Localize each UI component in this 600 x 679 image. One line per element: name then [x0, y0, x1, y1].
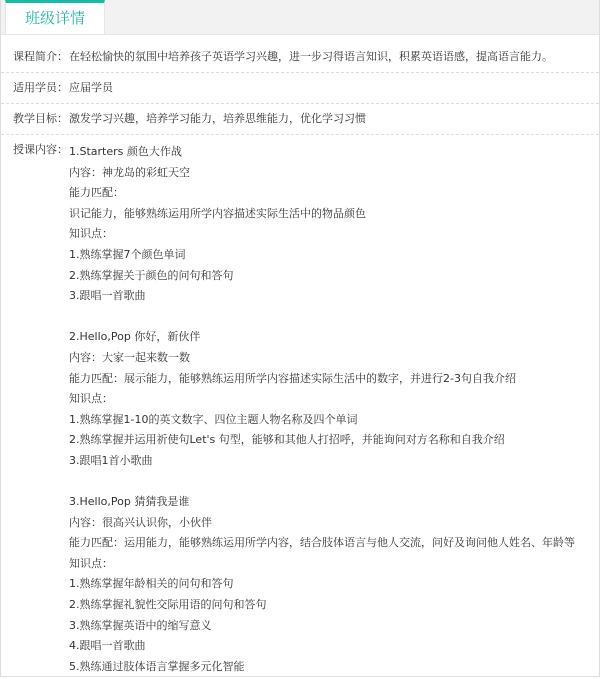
teaching-goal-row — [1, 111, 599, 127]
content-line: 3.Hello,Pop 猜猜我是谁 — [69, 495, 190, 509]
course-intro-row — [1, 49, 599, 65]
audience-label: 适用学员： — [13, 81, 68, 94]
course-content-label: 授课内容： — [13, 143, 68, 156]
content-line: 3.跟唱1首小歌曲 — [69, 453, 153, 467]
teaching-goal-label: 教学目标： — [13, 112, 68, 125]
content-line: 2.熟练掌握并运用祈使句Let's 句型，能够和其他人打招呼，并能询问对方名称和自我介绍 — [69, 433, 505, 447]
content-line: 1.熟练掌握1-10的英文数字、四位主题人物名称及四个单词 — [69, 412, 358, 426]
blank-line — [69, 472, 599, 493]
divider — [1, 103, 599, 104]
content-line: 3.跟唱一首歌曲 — [69, 289, 146, 303]
course-intro-label: 课程简介： — [13, 50, 68, 63]
blank-line — [69, 307, 599, 328]
tab-class-details[interactable]: 班级详情 — [5, 0, 105, 34]
content-line: 能力匹配：运用能力，能够熟练运用所学内容，结合肢体语言与他人交流，问好及询问他人姓名、年龄等 — [69, 536, 575, 550]
content-line: 内容：神龙岛的彩虹天空 — [69, 165, 190, 179]
content-line: 知识点： — [69, 556, 113, 570]
content-line: 知识点： — [69, 392, 113, 406]
content-line: 能力匹配：展示能力，能够熟练运用所学内容描述实际生活中的数字，并进行2-3句自我介绍 — [69, 371, 516, 385]
content-line: 识记能力，能够熟练运用所学内容描述实际生活中的物品颜色 — [69, 206, 366, 220]
content-line: 5.熟练通过肢体语言掌握多元化智能 — [69, 659, 245, 673]
content-line: 能力匹配： — [69, 186, 124, 200]
content-line: 内容：大家一起来数一数 — [69, 350, 190, 364]
divider — [1, 134, 599, 135]
content-line: 2.熟练掌握关于颜色的问句和答句 — [69, 268, 234, 282]
content-line: 1.Starters 颜色大作战 — [69, 145, 182, 158]
divider — [1, 676, 599, 677]
course-content-lines — [69, 142, 599, 677]
content-line: 4.跟唱一首歌曲 — [69, 639, 146, 653]
content-line: 内容：很高兴认识你，小伙伴 — [69, 515, 212, 529]
content-line: 2.Hello,Pop 你好，新伙伴 — [69, 330, 201, 344]
course-intro-value: 在轻松愉快的氛围中培养孩子英语学习兴趣，进一步习得语言知识，积累英语语感，提高语言能力。 — [69, 50, 553, 63]
content-line: 2.熟练掌握礼貌性交际用语的问句和答句 — [69, 598, 267, 612]
tab-bar — [1, 0, 599, 35]
content-line: 1.熟练掌握年龄相关的问句和答句 — [69, 577, 234, 591]
content-line: 1.熟练掌握7个颜色单词 — [69, 247, 186, 261]
teaching-goal-value: 激发学习兴趣，培养学习能力，培养思维能力，优化学习习惯 — [69, 112, 366, 125]
content-line: 知识点： — [69, 227, 113, 241]
audience-value: 应届学员 — [69, 81, 113, 94]
divider — [1, 72, 599, 73]
audience-row — [1, 80, 599, 96]
course-content-section — [1, 142, 599, 677]
content-line: 3.熟练掌握英语中的缩写意义 — [69, 618, 212, 632]
